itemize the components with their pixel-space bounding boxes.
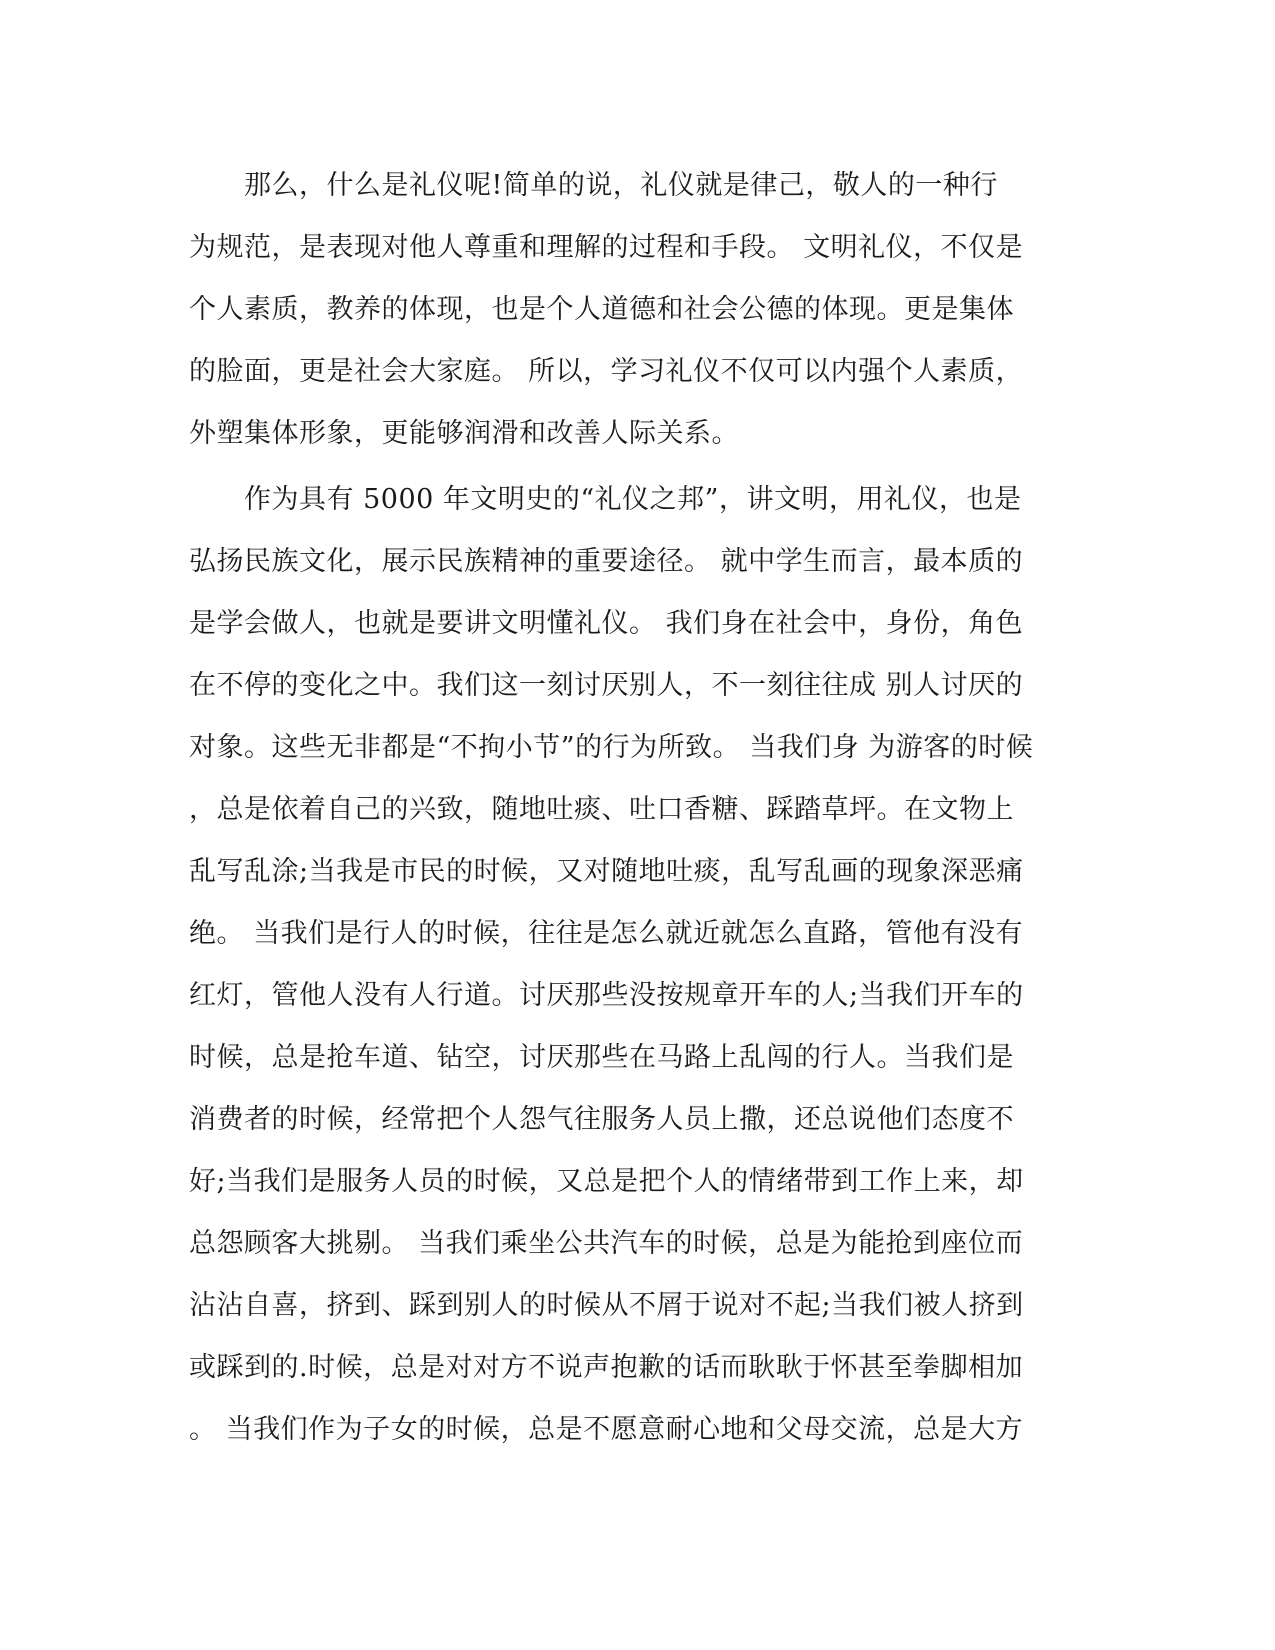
text-line: 对象。这些无非都是“不拘小节”的行为所致。 当我们身 为游客的时候 xyxy=(189,732,1034,763)
text-line: 作为具有 5000 年文明史的“礼仪之邦”，讲文明，用礼仪，也是 xyxy=(189,484,1022,515)
text-line: 好;当我们是服务人员的时候，又总是把个人的情绪带到工作上来，却 xyxy=(189,1166,1024,1197)
text-line: 消费者的时候，经常把个人怨气往服务人员上撒，还总说他们态度不 xyxy=(189,1104,1014,1135)
body-text xyxy=(189,155,1069,1461)
text-line: 绝。 当我们是行人的时候，往往是怎么就近就怎么直路，管他有没有 xyxy=(189,918,1024,949)
text-line: 的脸面，更是社会大家庭。 所以，学习礼仪不仅可以内强个人素质， xyxy=(189,356,1024,387)
text-line: 弘扬民族文化，展示民族精神的重要途径。 就中学生而言，最本质的 xyxy=(189,546,1024,577)
text-line: 那么，什么是礼仪呢!简单的说，礼仪就是律己，敬人的一种行 xyxy=(189,170,998,201)
text-line: 在不停的变化之中。我们这一刻讨厌别人，不一刻往往成 别人讨厌的 xyxy=(189,670,1024,701)
text-line: 乱写乱涂;当我是市民的时候，又对随地吐痰，乱写乱画的现象深恶痛 xyxy=(189,856,1024,887)
text-line: ，总是依着自己的兴致，随地吐痰、吐口香糖、踩踏草坪。在文物上 xyxy=(189,794,1014,825)
paragraph-1 xyxy=(189,155,1069,465)
text-line: 总怨顾客大挑剔。 当我们乘坐公共汽车的时候，总是为能抢到座位而 xyxy=(189,1228,1024,1259)
text-line: 为规范，是表现对他人尊重和理解的过程和手段。 文明礼仪，不仅是 xyxy=(189,232,1024,263)
text-line: 时候，总是抢车道、钻空，讨厌那些在马路上乱闯的行人。当我们是 xyxy=(189,1042,1014,1073)
text-line: 是学会做人，也就是要讲文明懂礼仪。 我们身在社会中，身份，角色 xyxy=(189,608,1024,639)
paragraph-2 xyxy=(189,469,1069,1461)
text-line: 沾沾自喜，挤到、踩到别人的时候从不屑于说对不起;当我们被人挤到 xyxy=(189,1290,1024,1321)
text-line: 红灯，管他人没有人行道。讨厌那些没按规章开车的人;当我们开车的 xyxy=(189,980,1024,1011)
text-line: 或踩到的.时候，总是对对方不说声抱歉的话而耿耿于怀甚至拳脚相加 xyxy=(189,1352,1024,1383)
text-line: 个人素质，教养的体现，也是个人道德和社会公德的体现。更是集体 xyxy=(189,294,1014,325)
text-line: 。 当我们作为子女的时候，总是不愿意耐心地和父母交流，总是大方 xyxy=(189,1414,1024,1445)
text-line: 外塑集体形象，更能够润滑和改善人际关系。 xyxy=(189,418,739,449)
